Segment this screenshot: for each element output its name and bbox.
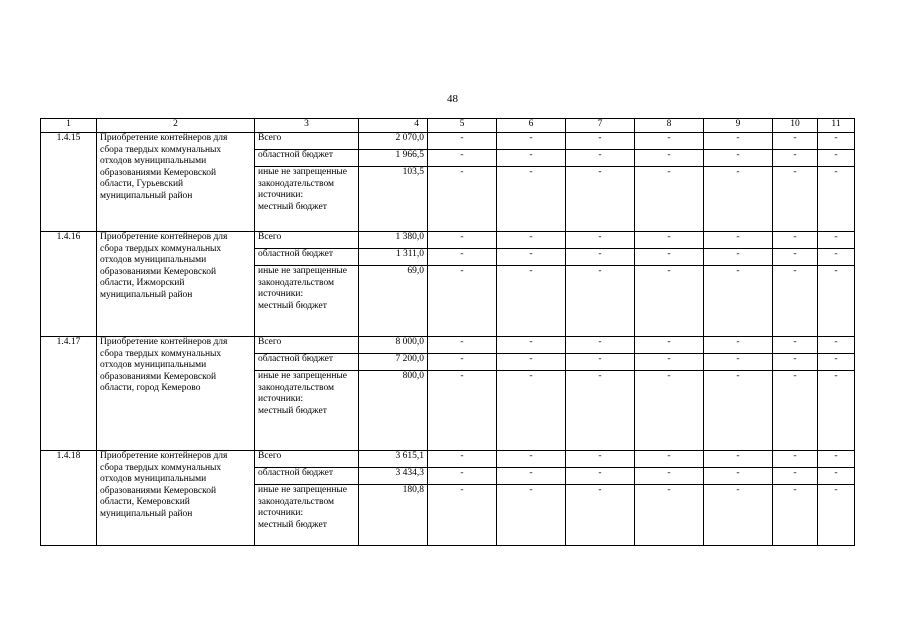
year-value: - — [704, 371, 773, 451]
funding-source: иные не запрещенные законодательством источники: местный бюджет — [255, 266, 359, 337]
year-value: - — [566, 133, 635, 150]
year-value: - — [818, 337, 855, 354]
year-value: - — [635, 354, 704, 371]
year-value: - — [635, 266, 704, 337]
year-value: - — [428, 167, 497, 232]
year-value: - — [428, 451, 497, 468]
year-value: - — [497, 485, 566, 546]
year-value: - — [704, 249, 773, 266]
year-value: - — [635, 167, 704, 232]
year-value: - — [566, 150, 635, 167]
year-value: - — [773, 451, 818, 468]
year-value: - — [635, 485, 704, 546]
year-value: - — [818, 468, 855, 485]
total-value: 7 200,0 — [359, 354, 428, 371]
year-value: - — [428, 266, 497, 337]
year-value: - — [773, 371, 818, 451]
year-value: - — [428, 354, 497, 371]
year-value: - — [818, 266, 855, 337]
funding-source: Всего — [255, 451, 359, 468]
funding-source: иные не запрещенные законодательством источники: местный бюджет — [255, 371, 359, 451]
funding-source: иные не запрещенные законодательством источники: местный бюджет — [255, 167, 359, 232]
funding-source: Всего — [255, 232, 359, 249]
header-row — [41, 119, 855, 133]
year-value: - — [566, 354, 635, 371]
year-value: - — [497, 371, 566, 451]
year-value: - — [818, 451, 855, 468]
year-value: - — [635, 133, 704, 150]
year-value: - — [428, 371, 497, 451]
total-value: 180,8 — [359, 485, 428, 546]
year-value: - — [428, 133, 497, 150]
column-header: 7 — [566, 119, 635, 133]
year-value: - — [428, 485, 497, 546]
column-header: 4 — [359, 119, 428, 133]
year-value: - — [497, 249, 566, 266]
item-code: 1.4.15 — [41, 133, 97, 232]
year-value: - — [497, 232, 566, 249]
year-value: - — [773, 232, 818, 249]
page-number: 48 — [447, 93, 458, 105]
year-value: - — [566, 451, 635, 468]
year-value: - — [635, 371, 704, 451]
total-value: 800,0 — [359, 371, 428, 451]
year-value: - — [704, 468, 773, 485]
year-value: - — [566, 249, 635, 266]
year-value: - — [497, 354, 566, 371]
year-value: - — [635, 468, 704, 485]
year-value: - — [818, 167, 855, 232]
year-value: - — [704, 354, 773, 371]
year-value: - — [635, 232, 704, 249]
year-value: - — [704, 150, 773, 167]
year-value: - — [566, 337, 635, 354]
year-value: - — [704, 232, 773, 249]
total-value: 1 380,0 — [359, 232, 428, 249]
column-header: 1 — [41, 119, 97, 133]
year-value: - — [428, 249, 497, 266]
total-value: 3 434,3 — [359, 468, 428, 485]
year-value: - — [497, 337, 566, 354]
year-value: - — [566, 485, 635, 546]
year-value: - — [773, 150, 818, 167]
total-value: 2 070,0 — [359, 133, 428, 150]
year-value: - — [497, 451, 566, 468]
column-header: 10 — [773, 119, 818, 133]
table-row — [41, 232, 855, 249]
year-value: - — [566, 167, 635, 232]
year-value: - — [566, 266, 635, 337]
year-value: - — [635, 150, 704, 167]
year-value: - — [704, 451, 773, 468]
column-header: 11 — [818, 119, 855, 133]
year-value: - — [818, 150, 855, 167]
table-row — [41, 133, 855, 150]
funding-source: областной бюджет — [255, 249, 359, 266]
year-value: - — [704, 167, 773, 232]
total-value: 3 615,1 — [359, 451, 428, 468]
year-value: - — [497, 133, 566, 150]
year-value: - — [635, 451, 704, 468]
year-value: - — [566, 371, 635, 451]
total-value: 103,5 — [359, 167, 428, 232]
item-code: 1.4.17 — [41, 337, 97, 451]
year-value: - — [635, 337, 704, 354]
year-value: - — [773, 249, 818, 266]
total-value: 1 311,0 — [359, 249, 428, 266]
total-value: 69,0 — [359, 266, 428, 337]
item-name: Приобретение контейнеров для сбора твердых коммунальных отходов муниципальными образованиями Кемеровской области, город Кемерово — [97, 337, 255, 451]
funding-source: Всего — [255, 133, 359, 150]
column-header: 6 — [497, 119, 566, 133]
year-value: - — [704, 133, 773, 150]
column-header: 5 — [428, 119, 497, 133]
funding-source: Всего — [255, 337, 359, 354]
funding-source: областной бюджет — [255, 354, 359, 371]
funding-source: областной бюджет — [255, 150, 359, 167]
year-value: - — [818, 133, 855, 150]
year-value: - — [704, 485, 773, 546]
year-value: - — [704, 337, 773, 354]
year-value: - — [773, 485, 818, 546]
year-value: - — [566, 232, 635, 249]
total-value: 1 966,5 — [359, 150, 428, 167]
year-value: - — [773, 468, 818, 485]
year-value: - — [635, 249, 704, 266]
year-value: - — [566, 468, 635, 485]
year-value: - — [818, 232, 855, 249]
year-value: - — [497, 150, 566, 167]
item-name: Приобретение контейнеров для сбора твердых коммунальных отходов муниципальными образованиями Кемеровской области, Гурьевский муниципальный район — [97, 133, 255, 232]
year-value: - — [428, 150, 497, 167]
year-value: - — [428, 468, 497, 485]
item-name: Приобретение контейнеров для сбора твердых коммунальных отходов муниципальными образованиями Кемеровской области, Ижморский муниципальный район — [97, 232, 255, 337]
column-header: 8 — [635, 119, 704, 133]
item-code: 1.4.16 — [41, 232, 97, 337]
year-value: - — [704, 266, 773, 337]
year-value: - — [497, 167, 566, 232]
item-name: Приобретение контейнеров для сбора твердых коммунальных отходов муниципальными образованиями Кемеровской области, Кемеровский муниципальный район — [97, 451, 255, 546]
funding-source: областной бюджет — [255, 468, 359, 485]
year-value: - — [818, 354, 855, 371]
year-value: - — [428, 232, 497, 249]
column-header: 2 — [97, 119, 255, 133]
funding-source: иные не запрещенные законодательством источники: местный бюджет — [255, 485, 359, 546]
year-value: - — [773, 266, 818, 337]
year-value: - — [428, 337, 497, 354]
year-value: - — [773, 167, 818, 232]
year-value: - — [773, 337, 818, 354]
total-value: 8 000,0 — [359, 337, 428, 354]
table-row — [41, 451, 855, 468]
column-header: 3 — [255, 119, 359, 133]
budget-table — [40, 118, 855, 546]
year-value: - — [818, 485, 855, 546]
year-value: - — [818, 371, 855, 451]
year-value: - — [818, 249, 855, 266]
year-value: - — [497, 266, 566, 337]
table-row — [41, 337, 855, 354]
item-code: 1.4.18 — [41, 451, 97, 546]
year-value: - — [497, 468, 566, 485]
year-value: - — [773, 133, 818, 150]
column-header: 9 — [704, 119, 773, 133]
year-value: - — [773, 354, 818, 371]
